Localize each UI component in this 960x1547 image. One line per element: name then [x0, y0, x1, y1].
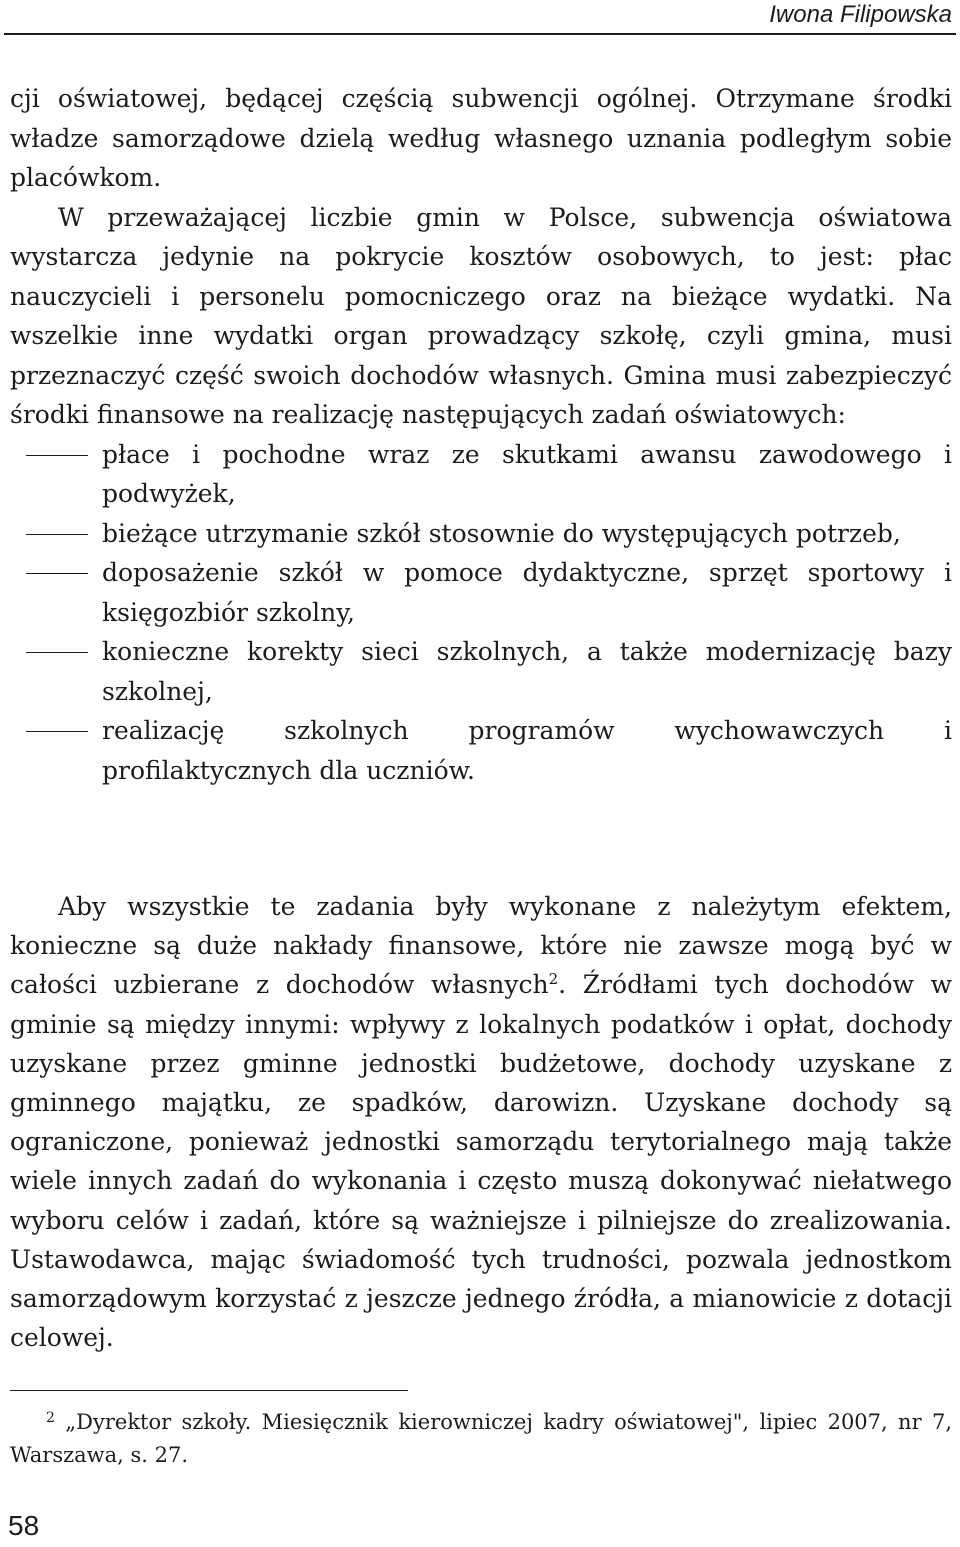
list-item	[10, 553, 952, 632]
footnote-reference[interactable]: 2	[548, 970, 559, 989]
task-list	[10, 435, 952, 791]
footnote-separator	[10, 1390, 408, 1391]
list-item	[10, 711, 952, 790]
list-item-text: realizację szkolnych programów wychowawczych i profilaktycznych dla uczniów.	[102, 716, 952, 785]
footnote-text: „Dyrektor szkoły. Miesięcznik kierowniczej kadry oświatowej", lipiec 2007, nr 7, Warszawa, s. 27.	[10, 1410, 952, 1467]
list-item-text: płace i pochodne wraz ze skutkami awansu zawodowego i podwyżek,	[102, 439, 952, 508]
dash-marker	[26, 731, 88, 732]
paragraph-2-start: Aby wszystkie te zadania były wykonane z należytym efektem, konieczne są duże nakłady finansowe, które nie zawsze mogą być w całości uzbierane z dochodów własnych	[10, 892, 952, 1000]
paragraph-continuation: cji oświatowej, będącej częścią subwencji ogólnej. Otrzymane środki władze samorządowe dzielą według własnego uznania podległym sobie placówkom.	[10, 84, 952, 192]
main-text	[10, 79, 952, 790]
paragraph-2-text	[10, 887, 952, 1357]
dash-marker	[26, 652, 88, 653]
footnote	[10, 1406, 952, 1472]
running-header-author: Iwona Filipowska	[769, 1, 952, 28]
dash-marker	[26, 455, 88, 456]
header-rule	[4, 33, 956, 35]
list-item	[10, 514, 952, 554]
dash-marker	[26, 534, 88, 535]
dash-marker	[26, 573, 88, 574]
list-item	[10, 435, 952, 514]
paragraph-2-rest: . Źródłami tych dochodów w gminie są między innymi: wpływy z lokalnych podatków i opłat, dochody uzyskane przez gminne jednostki budżetowe, dochody uzyskane z gminnego majątku, ze spadków, darowizn. Uzyskane dochody są ograniczone, ponieważ jednostki samorządu terytorialnego mają także wiele innych zadań do wykonania i często muszą dokonywać niełatwego wyboru celów i zadań, które są ważniejsze i pilniejsze do zrealizowania. Ustawodawca, mając świadomość tych trudności, pozwala jednostkom samorządowym korzystać z jeszcze jednego źródła, a mianowicie z dotacji celowej.	[10, 970, 952, 1353]
list-item-text: konieczne korekty sieci szkolnych, a także modernizację bazy szkolnej,	[102, 637, 952, 706]
footnote-mark: 2	[46, 1410, 55, 1426]
list-item	[10, 632, 952, 711]
page-number: 58	[8, 1510, 40, 1541]
list-item-text: bieżące utrzymanie szkół stosownie do występujących potrzeb,	[102, 518, 901, 548]
paragraph-2	[10, 887, 952, 1357]
paragraph-1: W przeważającej liczbie gmin w Polsce, subwencja oświatowa wystarcza jedynie na pokrycie kosztów osobowych, to jest: płac nauczycieli i personelu pomocniczego oraz na bieżące wydatki. Na wszelkie inne wydatki organ prowadzący szkołę, czyli gmina, musi przeznaczyć część swoich dochodów własnych. Gmina musi zabezpieczyć środki finansowe na realizację następujących zadań oświatowych:	[10, 202, 952, 429]
list-item-text: doposażenie szkół w pomoce dydaktyczne, sprzęt sportowy i księgozbiór szkolny,	[102, 558, 952, 627]
